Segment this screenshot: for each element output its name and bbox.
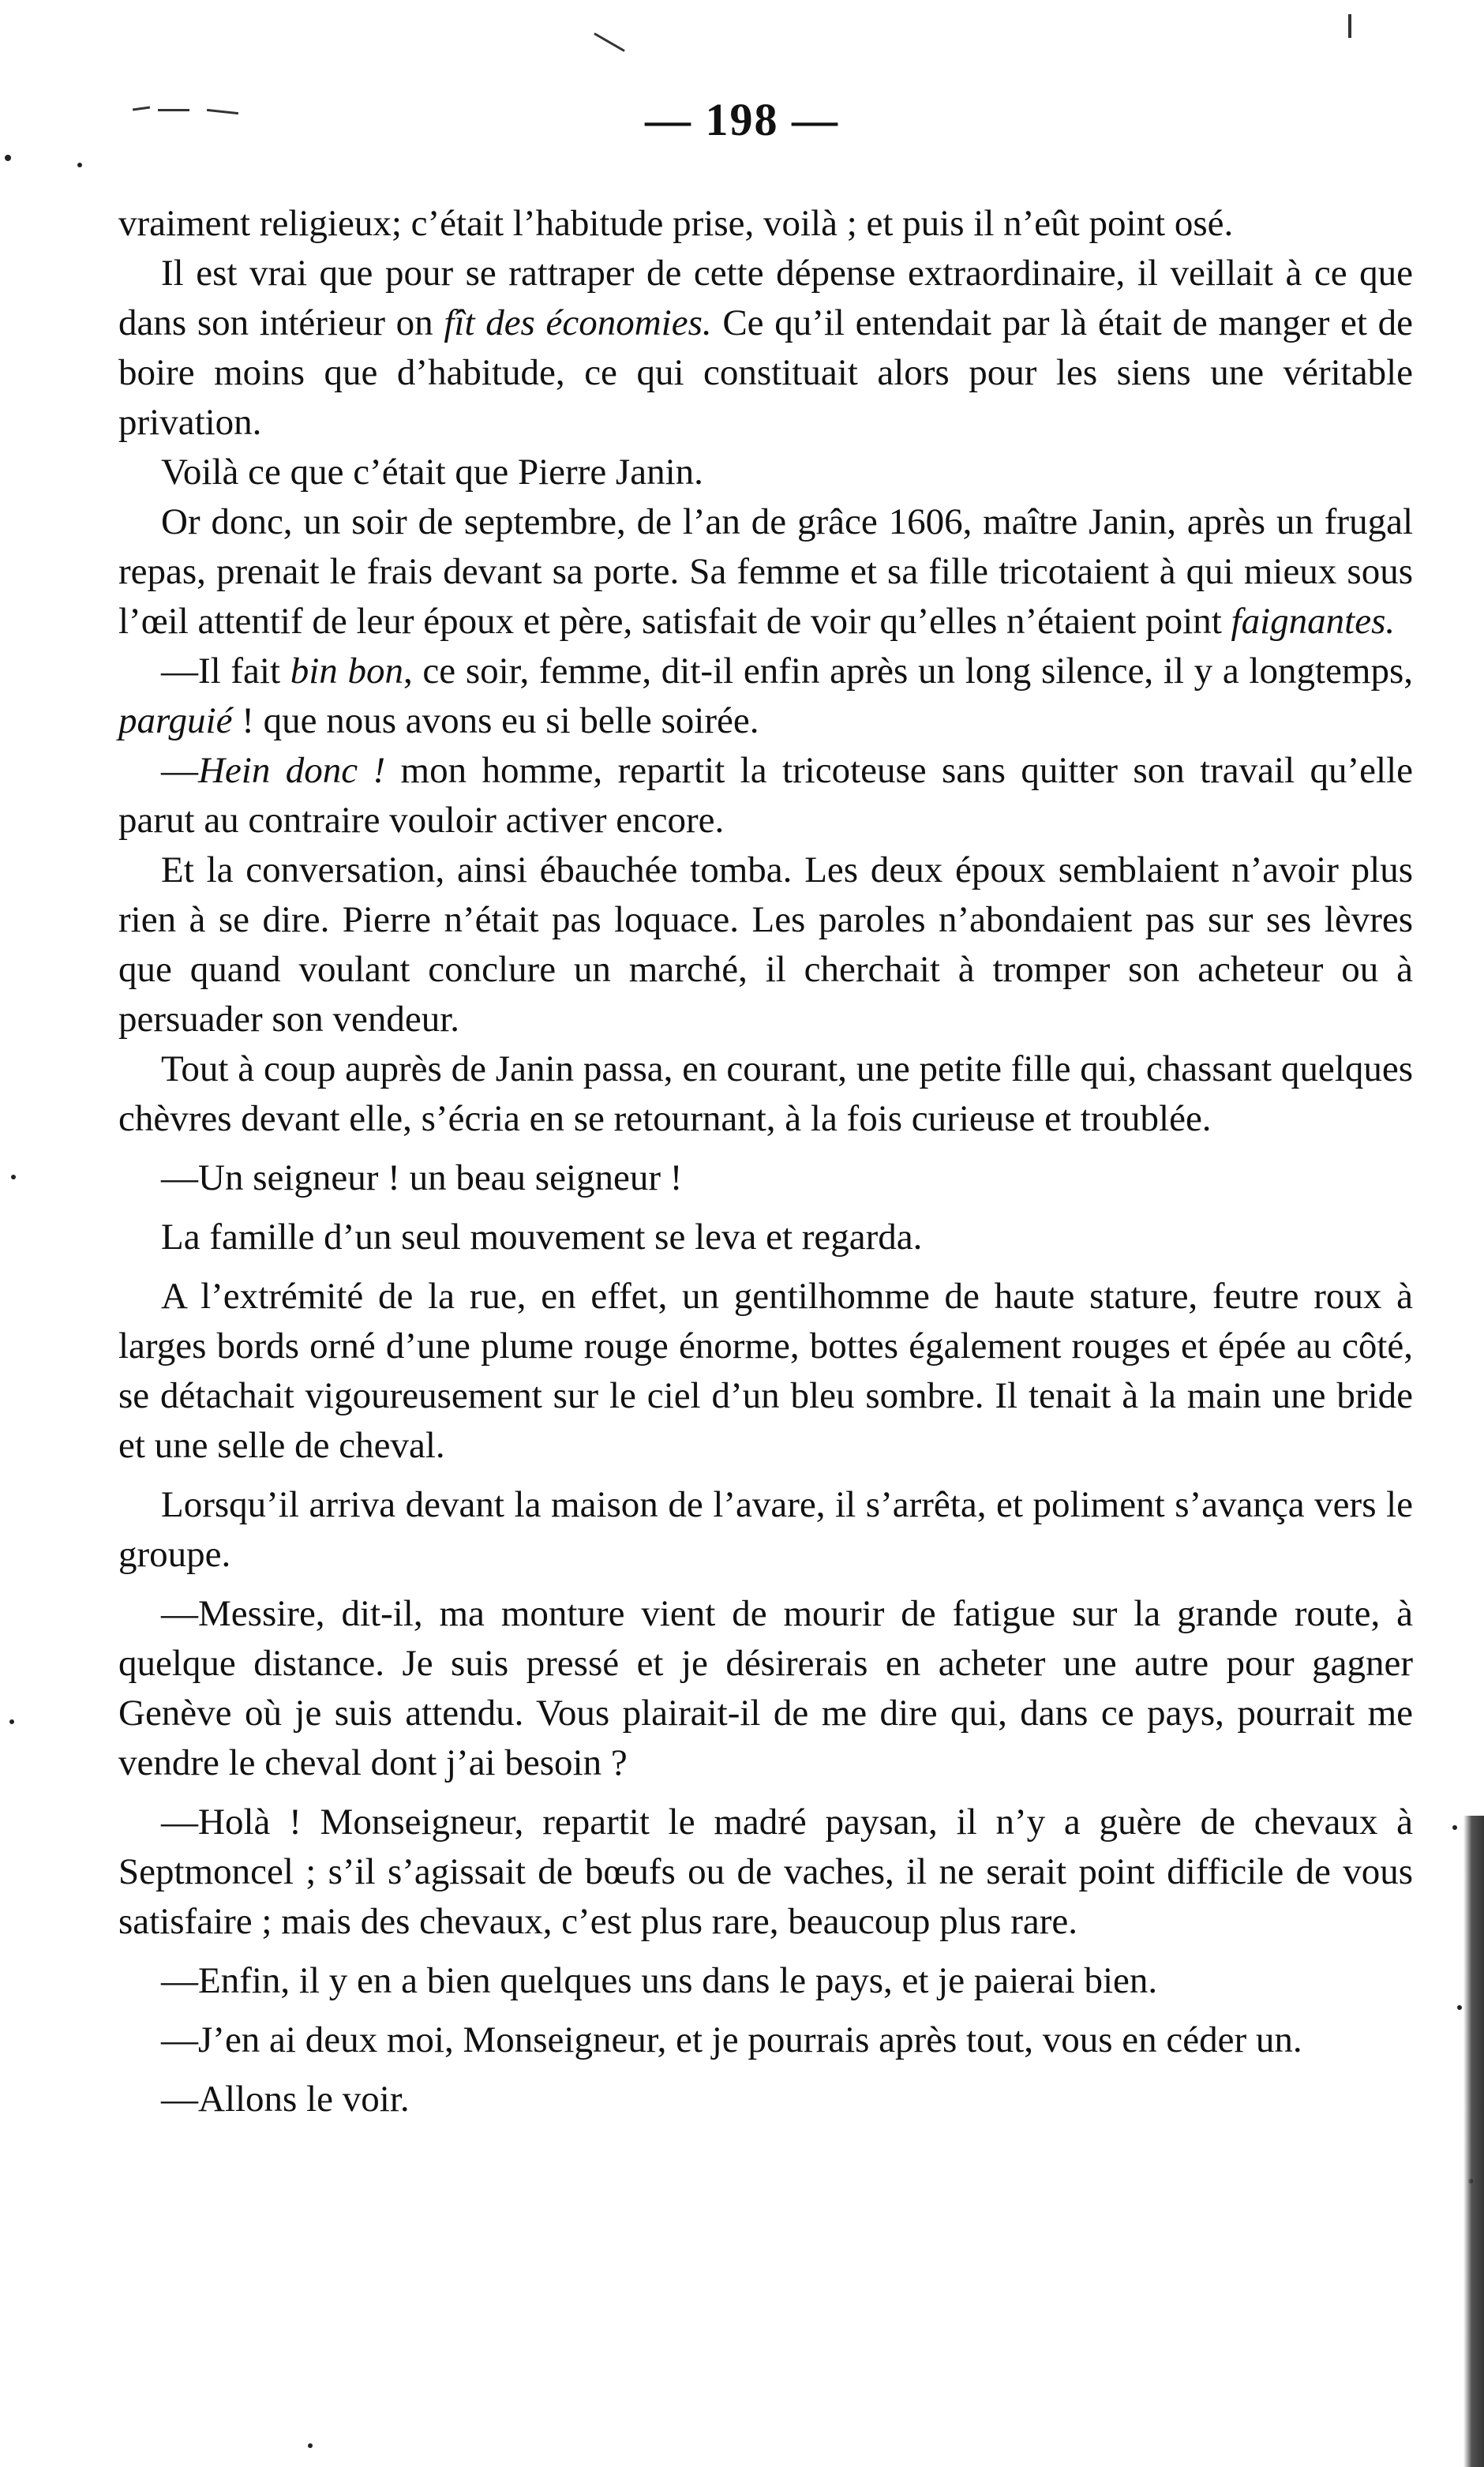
- paragraph: Lorsqu’il arriva devant la maison de l’avare, il s’arrêta, et poliment s’avança vers le groupe.: [118, 1484, 1413, 1575]
- page-number: — 198 —: [645, 94, 839, 145]
- paragraph: —Hein donc ! mon homme, repartit la tricoteuse sans quitter son travail qu’elle parut au contraire vouloir activer encore.: [118, 750, 1413, 841]
- italic-text: fît des économies.: [444, 302, 712, 343]
- paragraph: vraiment religieux; c’était l’habitude prise, voilà ; et puis il n’eût point osé.: [118, 203, 1234, 244]
- paragraph: —Enfin, il y en a bien quelques uns dans le pays, et je paierai bien.: [161, 1960, 1158, 2001]
- italic-text: bin bon: [290, 650, 403, 692]
- speck: [11, 1175, 16, 1179]
- stray-mark: [1348, 14, 1351, 38]
- stray-mark: [594, 32, 625, 52]
- italic-text: faignantes.: [1231, 601, 1396, 642]
- paragraph: —Holà ! Monseigneur, repartit le madré paysan, il n’y a guère de chevaux à Septmoncel ; s’il s’agissait de bœufs ou de vaches, il ne serait point difficile de vous satisfaire ; mais des chevaux, c’est plus rare, beaucoup plus rare.: [118, 1802, 1413, 1942]
- speck: [1457, 2005, 1462, 2010]
- speck: [9, 1719, 14, 1724]
- paragraph: Et la conversation, ainsi ébauchée tomba. Les deux époux semblaient n’avoir plus rien à se dire. Pierre n’était pas loquace. Les paroles n’abondaient pas sur ses lèvres que quand voulant conclure un marché, il cherchait à tromper son acheteur ou à persuader son vendeur.: [118, 849, 1413, 1040]
- paragraph: —Messire, dit-il, ma monture vient de mourir de fatigue sur la grande route, à quelque distance. Je suis pressé et je désirerais en acheter une autre pour gagner Genève où je suis attendu. Vous plairait-il de me dire qui, dans ce pays, pourrait me vendre le cheval dont j’ai besoin ?: [118, 1593, 1413, 1783]
- paragraph: —J’en ai deux moi, Monseigneur, et je pourrais après tout, vous en céder un.: [161, 2019, 1302, 2060]
- paragraph: —Il fait bin bon, ce soir, femme, dit-il enfin après un long silence, il y a longtemps, parguié ! que nous avons eu si belle soirée.: [118, 650, 1413, 741]
- italic-text: parguié: [118, 700, 233, 741]
- speck: [1452, 1825, 1457, 1830]
- speck: [308, 2443, 313, 2448]
- paragraph: Or donc, un soir de septembre, de l’an de grâce 1606, maître Janin, après un frugal repas, prenait le frais devant sa porte. Sa femme et sa fille tricotaient à qui mieux sous l’œil attentif de leur époux et père, satisfait de voir qu’elles n’étaient point faignantes.: [118, 501, 1413, 642]
- paragraph: —Allons le voir.: [161, 2079, 410, 2120]
- paragraph: Tout à coup auprès de Janin passa, en courant, une petite fille qui, chassant quelques chèvres devant elle, s’écria en se retournant, à la fois curieuse et troublée.: [118, 1048, 1413, 1139]
- paragraph: Il est vrai que pour se rattraper de cette dépense extraordinaire, il veillait à ce que dans son intérieur on fît des économies. Ce qu’il entendait par là était de manger et de boire moins que d’habitude, ce qui constituait alors pour les siens une véritable privation.: [118, 253, 1414, 443]
- speck: [77, 163, 82, 167]
- paragraph: A l’extrémité de la rue, en effet, un gentilhomme de haute stature, feutre roux à larges bords orné d’une plume rouge énorme, bottes également rouges et épée au côté, se détachait vigoureusement sur le ciel d’un bleu sombre. Il tenait à la main une bride et une selle de cheval.: [118, 1276, 1413, 1466]
- paragraph: La famille d’un seul mouvement se leva et regarda.: [161, 1217, 923, 1258]
- paragraph: Voilà ce que c’était que Pierre Janin.: [161, 452, 703, 493]
- page-edge-shadow: [1463, 1816, 1484, 2467]
- speck: [5, 155, 11, 161]
- body-text: [118, 199, 1413, 2124]
- italic-text: Hein donc !: [198, 750, 386, 791]
- paragraph: —Un seigneur ! un beau seigneur !: [161, 1157, 683, 1198]
